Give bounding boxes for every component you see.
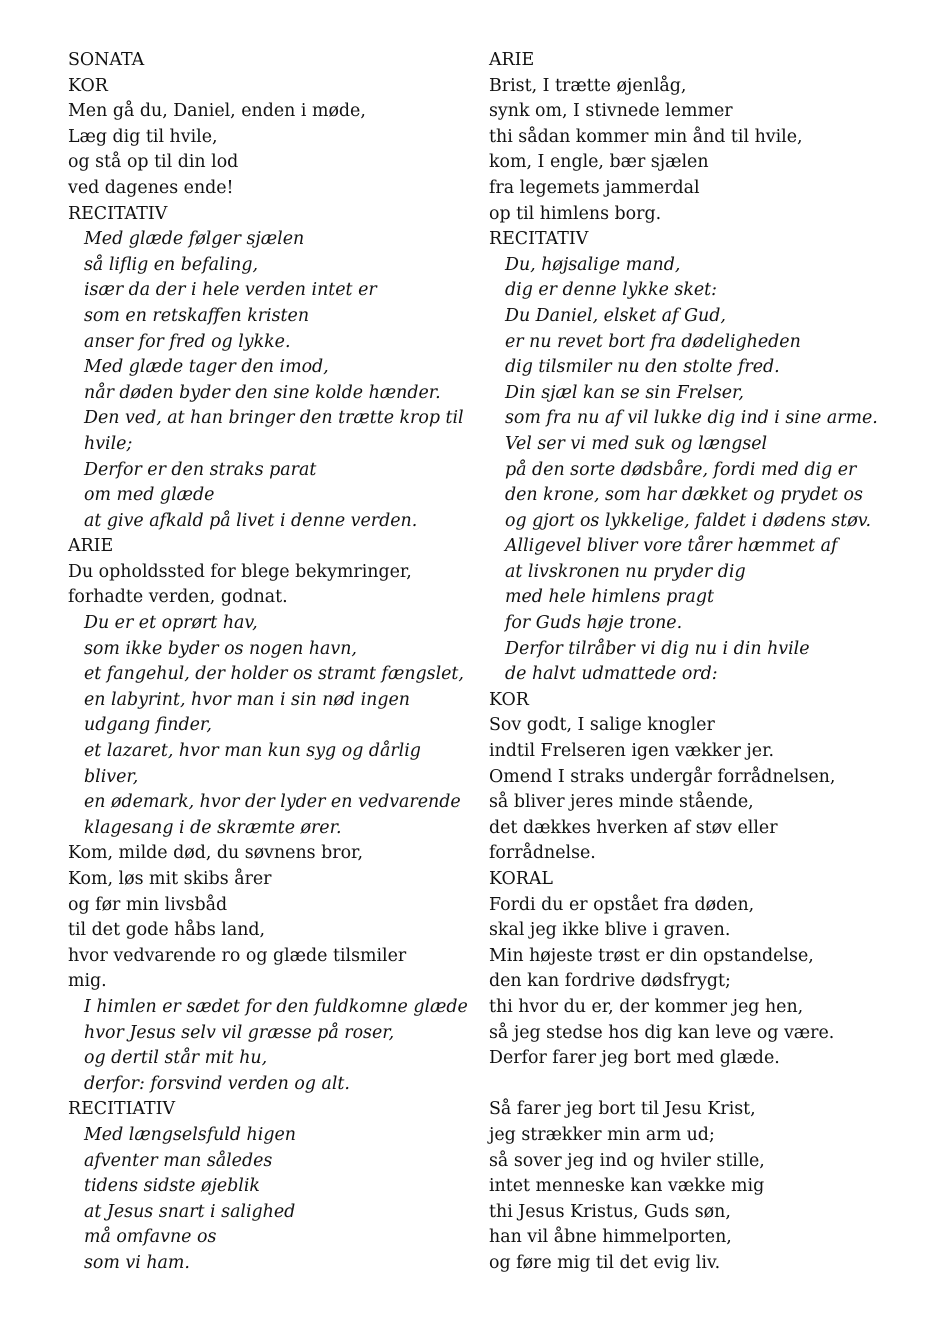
verse-line: han vil åbne himmelporten, (489, 1227, 732, 1248)
recitative-line: Alligevel bliver vore tårer hæmmet af (505, 536, 838, 557)
verse-line: Min højeste trøst er din opstandelse, (489, 945, 814, 966)
verse-line: den kan fordrive dødsfrygt; (489, 971, 731, 992)
recitative-line: Din sjæl kan se sin Frelser, (505, 382, 744, 403)
verse-line: fra legemets jammerdal (489, 177, 700, 198)
verse-line: synk om, I stivnede lemmer (489, 101, 733, 122)
recitative-line: den krone, som har dækket og prydet os (505, 485, 863, 506)
section-heading: SONATA (68, 50, 145, 70)
verse-line: thi Jesus Kristus, Guds søn, (489, 1201, 731, 1222)
verse-line: det dækkes hverken af støv eller (489, 817, 778, 838)
recitative-line: en ødemark, hvor der lyder en vedvarende (84, 792, 461, 813)
recitative-line: Med længselsfuld higen (84, 1124, 296, 1145)
recitative-line: Du Daniel, elsket af Gud, (505, 305, 726, 326)
recitative-line: klagesang i de skræmte ører. (84, 817, 342, 838)
recitative-line: for Guds høje trone. (505, 613, 683, 634)
recitative-line: som vi ham. (84, 1252, 190, 1273)
verse-line: Kom, milde død, du søvnens bror, (68, 843, 363, 864)
recitative-line: Den ved, at han bringer den trætte krop til (84, 408, 464, 429)
recitative-line: et lazaret, hvor man kun syg og dårlig (84, 741, 421, 762)
section-heading: RECITATIV (68, 203, 168, 224)
recitative-line: med hele himlens pragt (505, 587, 715, 608)
section-heading: KOR (68, 75, 108, 96)
recitative-line: I himlen er sædet for den fuldkomne glæde (84, 996, 468, 1017)
verse-line: intet menneske kan vække mig (489, 1176, 765, 1197)
right-text-column (489, 48, 889, 1277)
verse-line: mig. (68, 971, 107, 992)
recitative-line: bliver, (84, 766, 139, 787)
stanza-gap (489, 1072, 889, 1098)
recitative-line: er nu revet bort fra dødeligheden (505, 331, 801, 352)
recitative-line: Med glæde følger sjælen (84, 229, 305, 250)
verse-line: Læg dig til hvile, (68, 126, 218, 147)
recitative-line: de halvt udmattede ord: (505, 664, 718, 685)
verse-line: forhadte verden, godnat. (68, 587, 288, 608)
verse-line: så jeg stedse hos dig kan leve og være. (489, 1022, 835, 1043)
recitative-line: som fra nu af vil lukke dig ind i sine arme. (505, 408, 878, 429)
recitative-line: Derfor tilråber vi dig nu i din hvile (505, 638, 810, 659)
recitative-line: hvile; (84, 433, 133, 454)
verse-line: Sov godt, I salige knogler (489, 715, 715, 736)
verse-line: forrådnelse. (489, 843, 596, 864)
verse-line: skal jeg ikke blive i graven. (489, 920, 731, 941)
recitative-line: udgang finder, (84, 715, 212, 736)
recitative-line: hvor Jesus selv vil græsse på roser, (84, 1022, 395, 1043)
section-heading: KORAL (489, 869, 553, 889)
recitative-line: når døden byder den sine kolde hænder. (84, 382, 441, 403)
recitative-line: at give afkald på livet i denne verden. (84, 510, 418, 531)
verse-line: Men gå du, Daniel, enden i møde, (68, 101, 366, 122)
recitative-line: så liflig en befaling, (84, 254, 258, 275)
recitative-line: især da der i hele verden intet er (84, 280, 377, 301)
verse-line: så sover jeg ind og hviler stille, (489, 1150, 765, 1171)
verse-line: thi sådan kommer min ånd til hvile, (489, 126, 803, 147)
recitative-line: at livskronen nu pryder dig (505, 561, 746, 582)
recitative-line: Du er et oprørt hav, (84, 613, 258, 634)
recitative-line: afventer man således (84, 1150, 273, 1171)
recitative-line: Derfor er den straks parat (84, 459, 317, 480)
verse-line: Derfor farer jeg bort med glæde. (489, 1048, 780, 1069)
verse-line: Brist, I trætte øjenlåg, (489, 75, 687, 96)
recitative-line: et fangehul, der holder os stramt fængslet, (84, 664, 464, 685)
verse-line: thi hvor du er, der kommer jeg hen, (489, 996, 804, 1017)
section-heading: ARIE (489, 50, 535, 70)
recitative-line: at Jesus snart i salighed (84, 1201, 296, 1222)
verse-line: op til himlens borg. (489, 203, 662, 224)
recitative-line: tidens sidste øjeblik (84, 1176, 260, 1197)
recitative-line: Vel ser vi med suk og længsel (505, 433, 768, 454)
section-heading: ARIE (68, 536, 114, 557)
verse-line: så bliver jeres minde stående, (489, 792, 754, 813)
verse-line: hvor vedvarende ro og glæde tilsmiler (68, 945, 407, 966)
verse-line: ved dagenes ende! (68, 177, 234, 198)
recitative-line: Du, højsalige mand, (505, 254, 681, 275)
verse-line: Fordi du er opstået fra døden, (489, 894, 755, 915)
recitative-line: som ikke byder os nogen havn, (84, 638, 357, 659)
verse-line: indtil Frelseren igen vækker jer. (489, 741, 775, 762)
recitative-line: som en retskaffen kristen (84, 305, 310, 326)
left-text-column (68, 48, 468, 1277)
recitative-line: en labyrint, hvor man i sin nød ingen (84, 689, 410, 710)
recitative-line: anser for fred og lykke. (84, 331, 291, 352)
recitative-line: dig tilsmiler nu den stolte fred. (505, 357, 780, 378)
verse-line: og stå op til din lod (68, 152, 239, 173)
verse-line: Kom, løs mit skibs årer (68, 869, 272, 889)
recitative-line: og dertil står mit hu, (84, 1048, 268, 1069)
verse-line: og føre mig til det evig liv. (489, 1252, 721, 1273)
section-heading: RECITATIV (489, 229, 589, 250)
verse-line: Du opholdssted for blege bekymringer, (68, 561, 412, 582)
verse-line: kom, I engle, bær sjælen (489, 152, 709, 173)
verse-line: Så farer jeg bort til Jesu Krist, (489, 1099, 756, 1120)
verse-line: til det gode håbs land, (68, 920, 266, 941)
recitative-line: på den sorte dødsbåre, fordi med dig er (505, 459, 857, 480)
verse-line: jeg strækker min arm ud; (489, 1124, 715, 1145)
recitative-line: og gjort os lykkelige, faldet i dødens støv. (505, 510, 871, 531)
verse-line: Omend I straks undergår forrådnelsen, (489, 766, 836, 787)
recitative-line: om med glæde (84, 485, 215, 506)
section-heading: KOR (489, 689, 529, 710)
recitative-line: må omfavne os (84, 1227, 217, 1248)
recitative-line: dig er denne lykke sket: (505, 280, 718, 301)
verse-line: og før min livsbåd (68, 894, 228, 915)
recitative-line: derfor: forsvind verden og alt. (84, 1073, 350, 1094)
recitative-line: Med glæde tager den imod, (84, 357, 329, 378)
section-heading: RECITIATIV (68, 1099, 176, 1120)
